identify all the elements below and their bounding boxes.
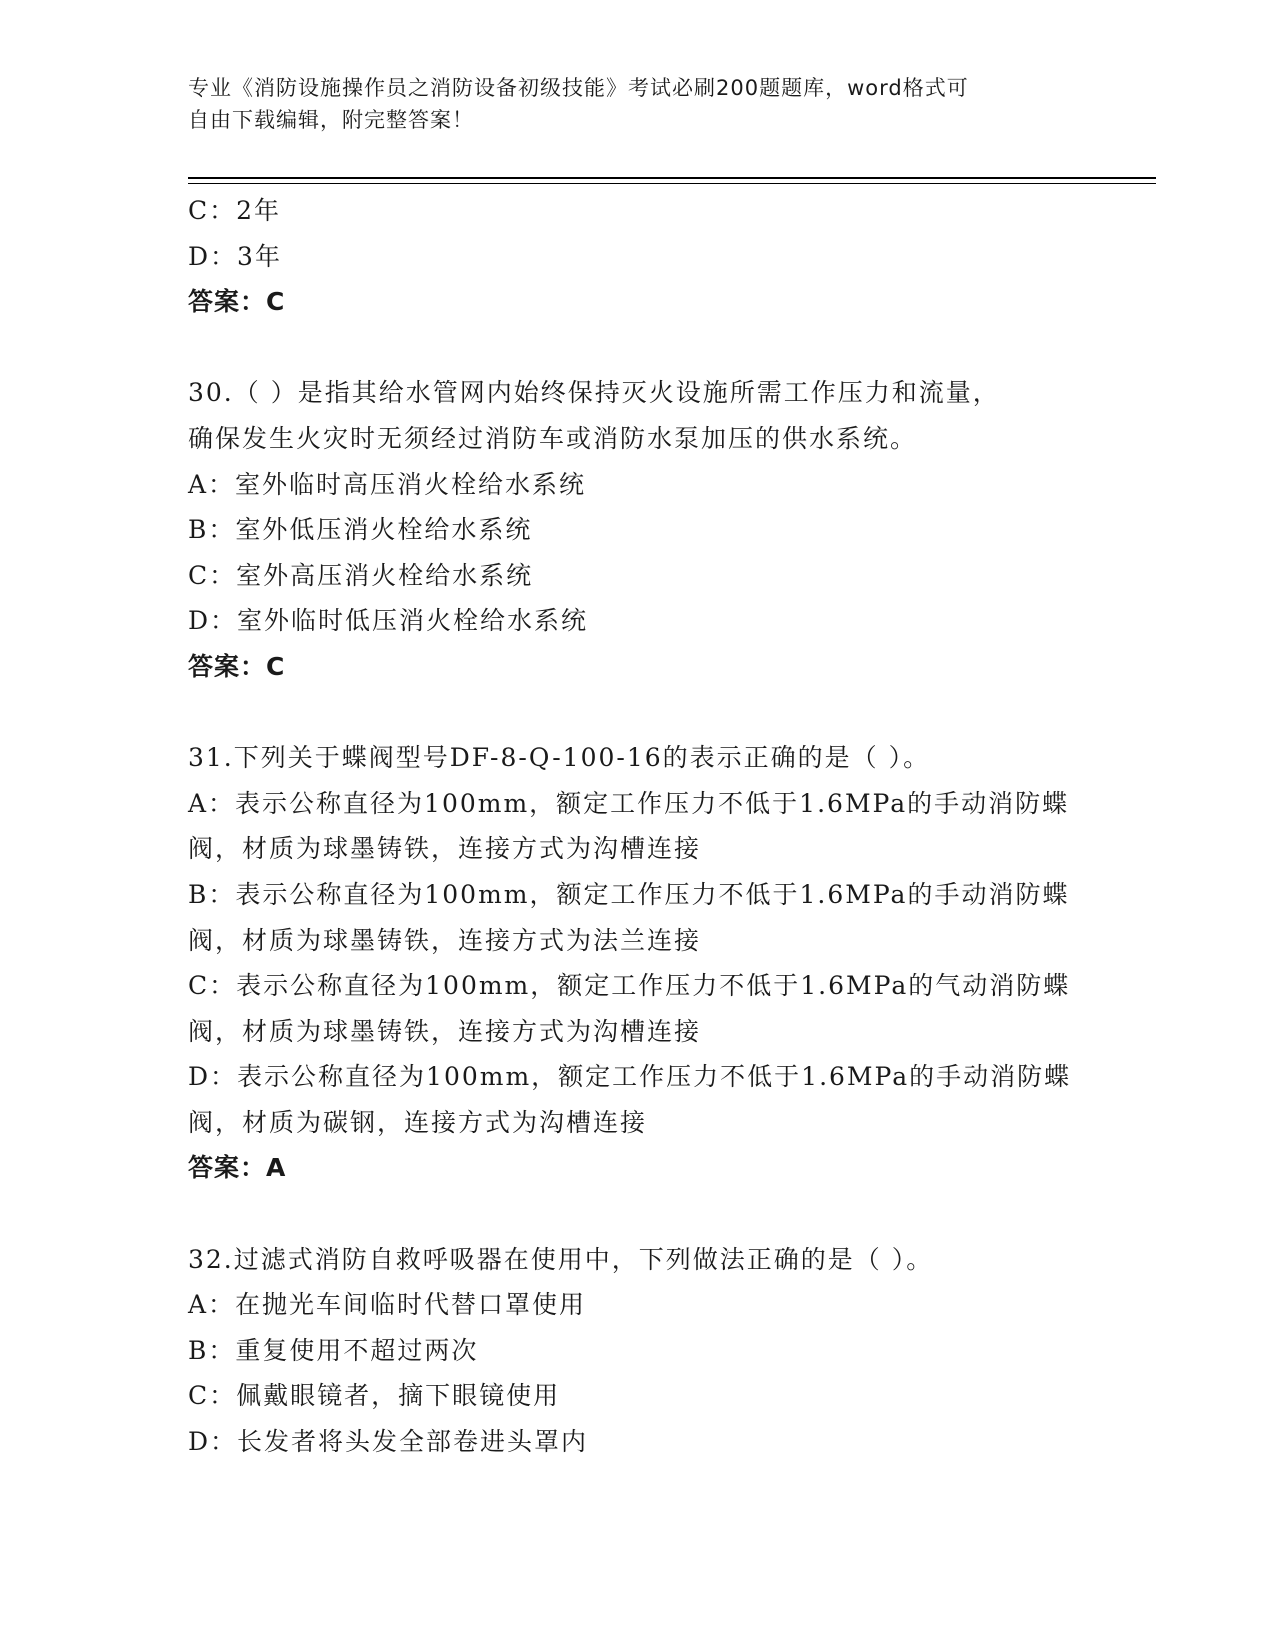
question-stem: 32.过滤式消防自救呼吸器在使用中，下列做法正确的是（ ）。 xyxy=(188,1244,934,1274)
spacer xyxy=(188,325,1088,371)
option-d: D：长发者将头发全部卷进头罩内 xyxy=(188,1427,589,1457)
option-a: A：室外临时高压消火栓给水系统 xyxy=(188,469,587,499)
header-divider-thin xyxy=(188,183,1156,184)
question-stem: 31.下列关于蝶阀型号DF-8-Q-100-16的表示正确的是（ ）。 xyxy=(188,743,931,773)
option-a-line-1: A：表示公称直径为100mm，额定工作压力不低于1.6MPa的手动消防蝶 xyxy=(188,788,1070,818)
question-32 xyxy=(188,1237,1088,1465)
option-b: B：重复使用不超过两次 xyxy=(188,1335,479,1365)
option-a-line-2: 阀，材质为球墨铸铁，连接方式为沟槽连接 xyxy=(188,834,702,864)
question-31 xyxy=(188,735,1088,1191)
header-title-line-1: 专业《消防设施操作员之消防设备初级技能》考试必刷200题题库，word格式可 xyxy=(188,76,969,100)
option-d-line-2: 阀，材质为碳钢，连接方式为沟槽连接 xyxy=(188,1107,648,1137)
option-a: A：在抛光车间临时代替口罩使用 xyxy=(188,1290,587,1320)
question-29-fragment xyxy=(188,188,1088,325)
question-stem-line-1: 30.（ ）是指其给水管网内始终保持灭火设施所需工作压力和流量， xyxy=(188,378,1000,408)
option-c-line-2: 阀，材质为球墨铸铁，连接方式为沟槽连接 xyxy=(188,1016,702,1046)
option-c: C：室外高压消火栓给水系统 xyxy=(188,560,534,590)
option-c: C：2年 xyxy=(188,196,282,225)
answer-line: 答案：A xyxy=(188,1153,287,1183)
option-b-line-2: 阀，材质为球墨铸铁，连接方式为法兰连接 xyxy=(188,925,702,955)
question-content xyxy=(188,188,1088,1465)
option-d: D：室外临时低压消火栓给水系统 xyxy=(188,606,589,636)
page-header xyxy=(188,72,1068,136)
header-title-line-2: 自由下载编辑，附完整答案！ xyxy=(188,108,474,132)
question-30 xyxy=(188,370,1088,689)
option-b: B：室外低压消火栓给水系统 xyxy=(188,515,533,545)
answer-line: 答案：C xyxy=(188,287,286,317)
option-c-line-1: C：表示公称直径为100mm，额定工作压力不低于1.6MPa的气动消防蝶 xyxy=(188,971,1071,1001)
option-d-line-1: D：表示公称直径为100mm，额定工作压力不低于1.6MPa的手动消防蝶 xyxy=(188,1062,1072,1092)
spacer xyxy=(188,690,1088,736)
question-stem-line-2: 确保发生火灾时无须经过消防车或消防水泵加压的供水系统。 xyxy=(188,423,918,453)
option-d: D：3年 xyxy=(188,241,282,271)
header-divider-thick xyxy=(188,177,1156,179)
option-b-line-1: B：表示公称直径为100mm，额定工作压力不低于1.6MPa的手动消防蝶 xyxy=(188,879,1070,909)
spacer xyxy=(188,1191,1088,1237)
answer-line: 答案：C xyxy=(188,651,286,681)
option-c: C：佩戴眼镜者，摘下眼镜使用 xyxy=(188,1381,561,1411)
